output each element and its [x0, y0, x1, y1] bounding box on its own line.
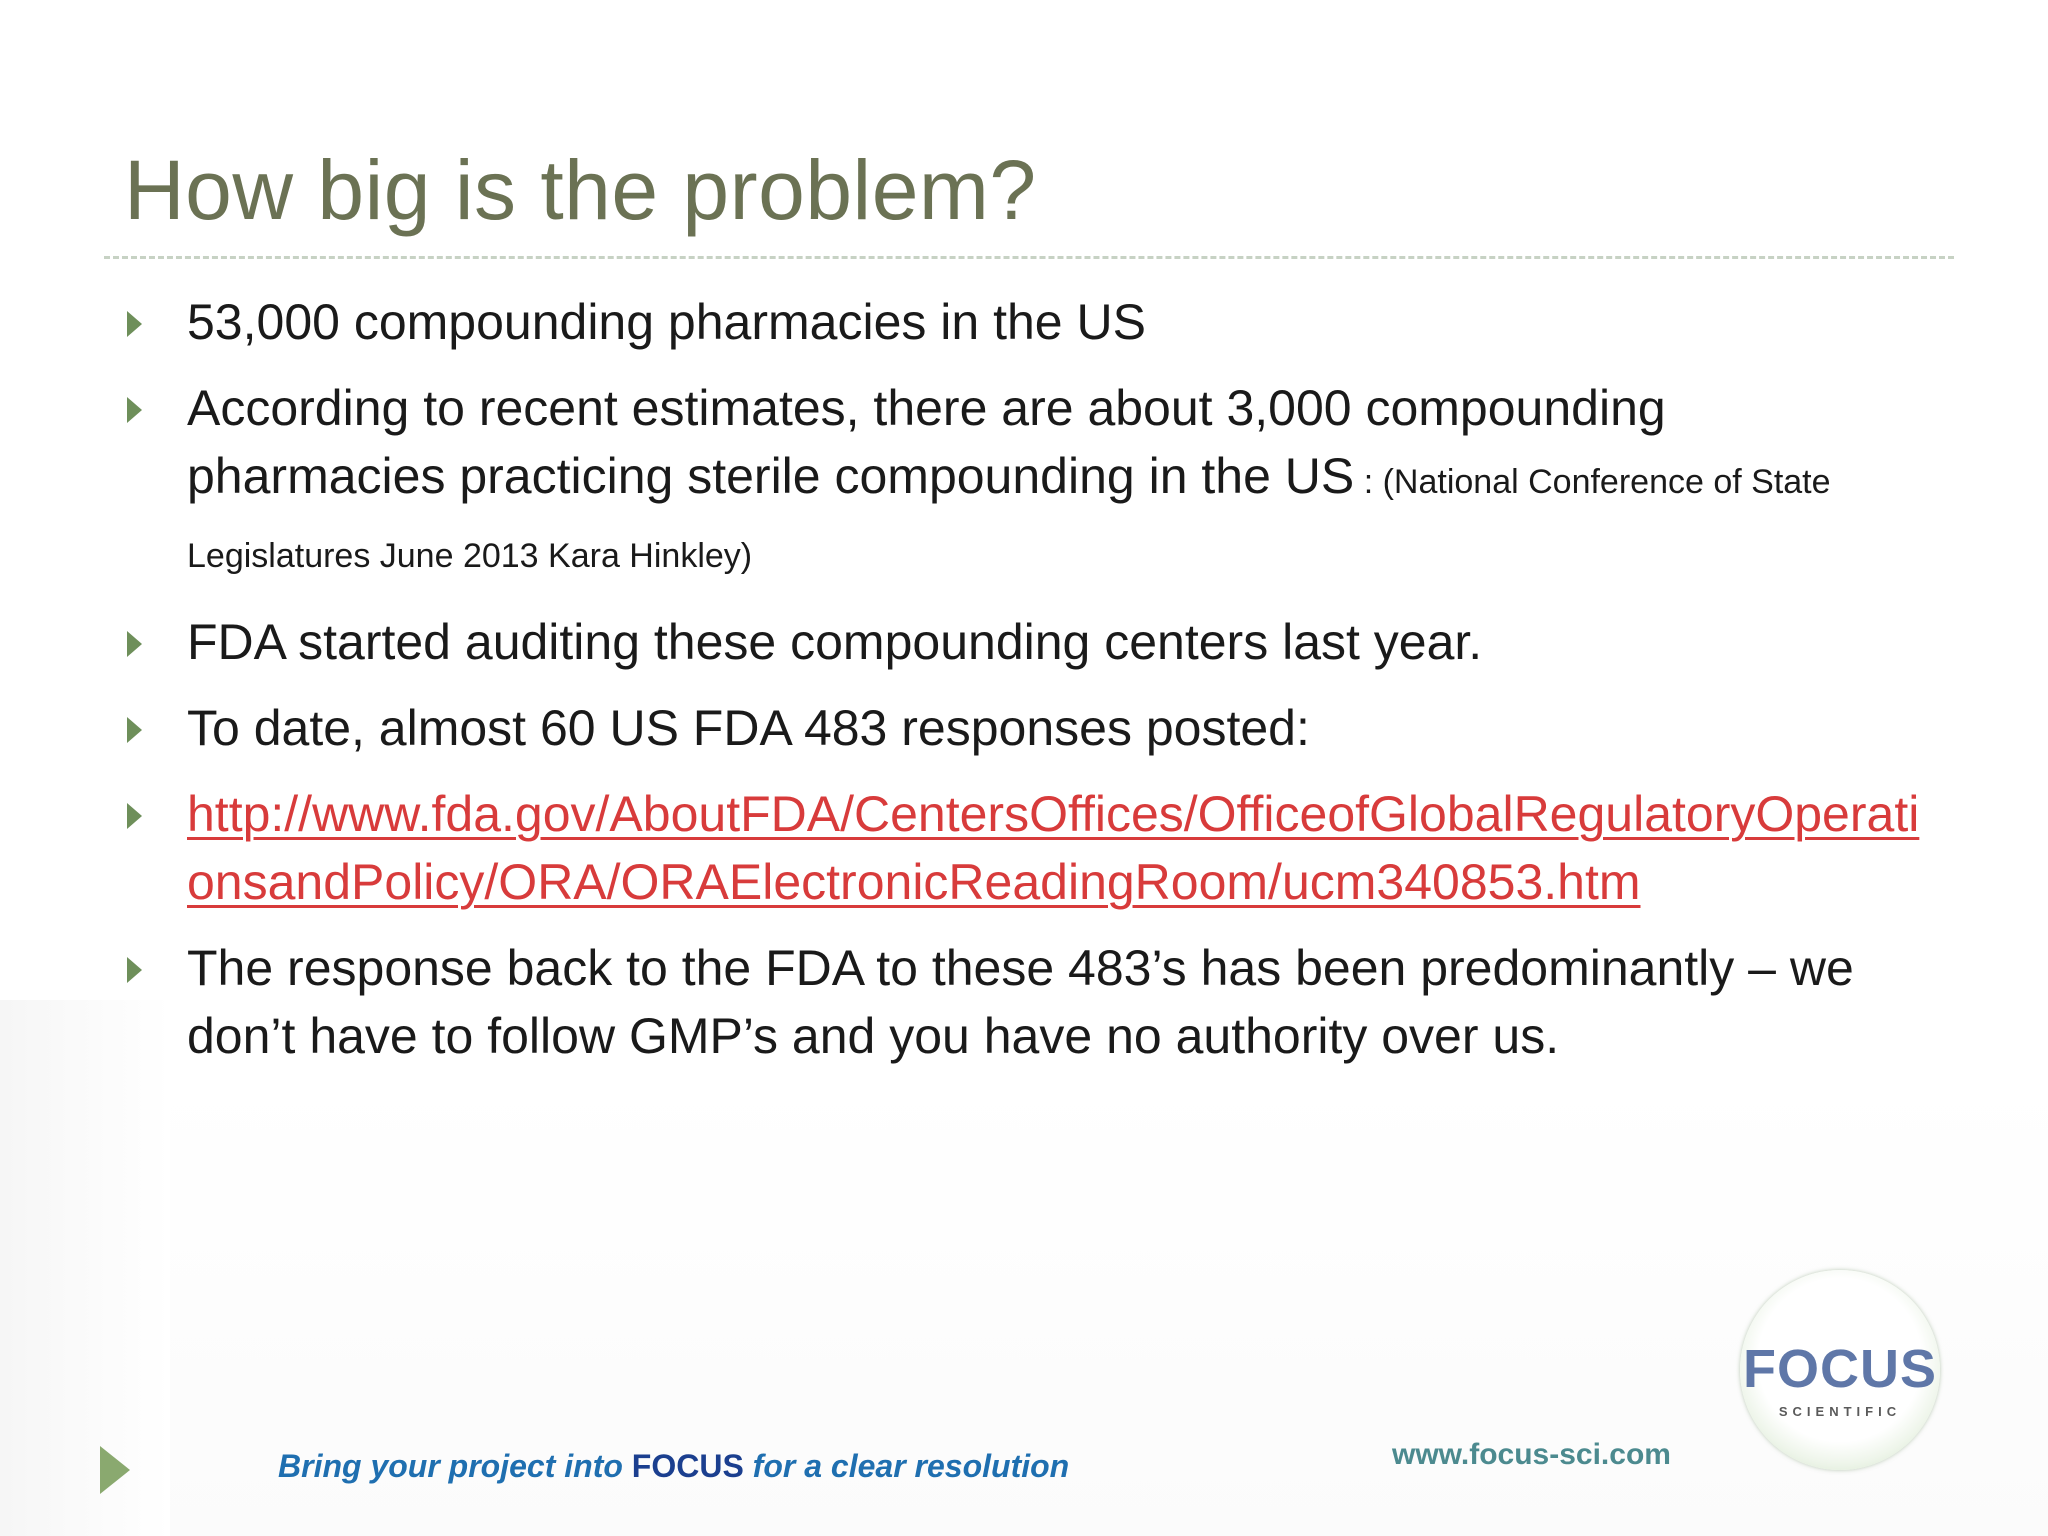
bullet-arrow-icon [127, 631, 142, 657]
fda-reading-room-link[interactable]: http://www.fda.gov/AboutFDA/CentersOffices/OfficeofGlobalRegulatoryOperationsandPolicy/ORA/ORAElectronicReadingRoom/ucm340853.htm [187, 786, 1920, 910]
logo-subtitle: SCIENTIFIC [1778, 1404, 1902, 1419]
bullet-item [124, 780, 1934, 916]
footer-tagline [278, 1448, 1069, 1485]
bullet-text: 53,000 compounding pharmacies in the US [187, 294, 1146, 350]
tagline-part1: Bring your project into [278, 1448, 632, 1484]
bullet-item [124, 608, 1934, 676]
bullet-citation: : (National Conference of State Legislatures June 2013 Kara Hinkley) [187, 463, 1831, 575]
focus-scientific-logo [1740, 1270, 1940, 1470]
bullet-item [124, 694, 1934, 762]
tagline-part2: for a clear resolution [743, 1448, 1070, 1484]
corner-arrow-icon [100, 1446, 130, 1494]
slide-title: How big is the problem? [124, 143, 1037, 237]
bullet-text: According to recent estimates, there are about 3,000 compounding pharmacies practicing sterile compounding in the US [187, 380, 1666, 504]
bullet-arrow-icon [127, 957, 142, 983]
bullet-text: The response back to the FDA to these 483’s has been predominantly – we don’t have to follow GMP’s and you have no authority over us. [187, 940, 1854, 1064]
bullet-text: To date, almost 60 US FDA 483 responses posted: [187, 700, 1310, 756]
title-divider [104, 256, 1954, 259]
bullet-item [124, 288, 1934, 356]
bullet-list [124, 288, 1934, 1088]
tagline-brand: FOCUS [631, 1448, 744, 1484]
bullet-arrow-icon [127, 803, 142, 829]
bullet-arrow-icon [127, 311, 142, 337]
bullet-arrow-icon [127, 397, 142, 423]
bullet-text: FDA started auditing these compounding centers last year. [187, 614, 1483, 670]
bullet-item [124, 934, 1934, 1070]
footer-website: www.focus-sci.com [1392, 1438, 1671, 1471]
bullet-item [124, 374, 1934, 590]
logo-word: FOCUS [1743, 1339, 1937, 1399]
bullet-arrow-icon [127, 717, 142, 743]
